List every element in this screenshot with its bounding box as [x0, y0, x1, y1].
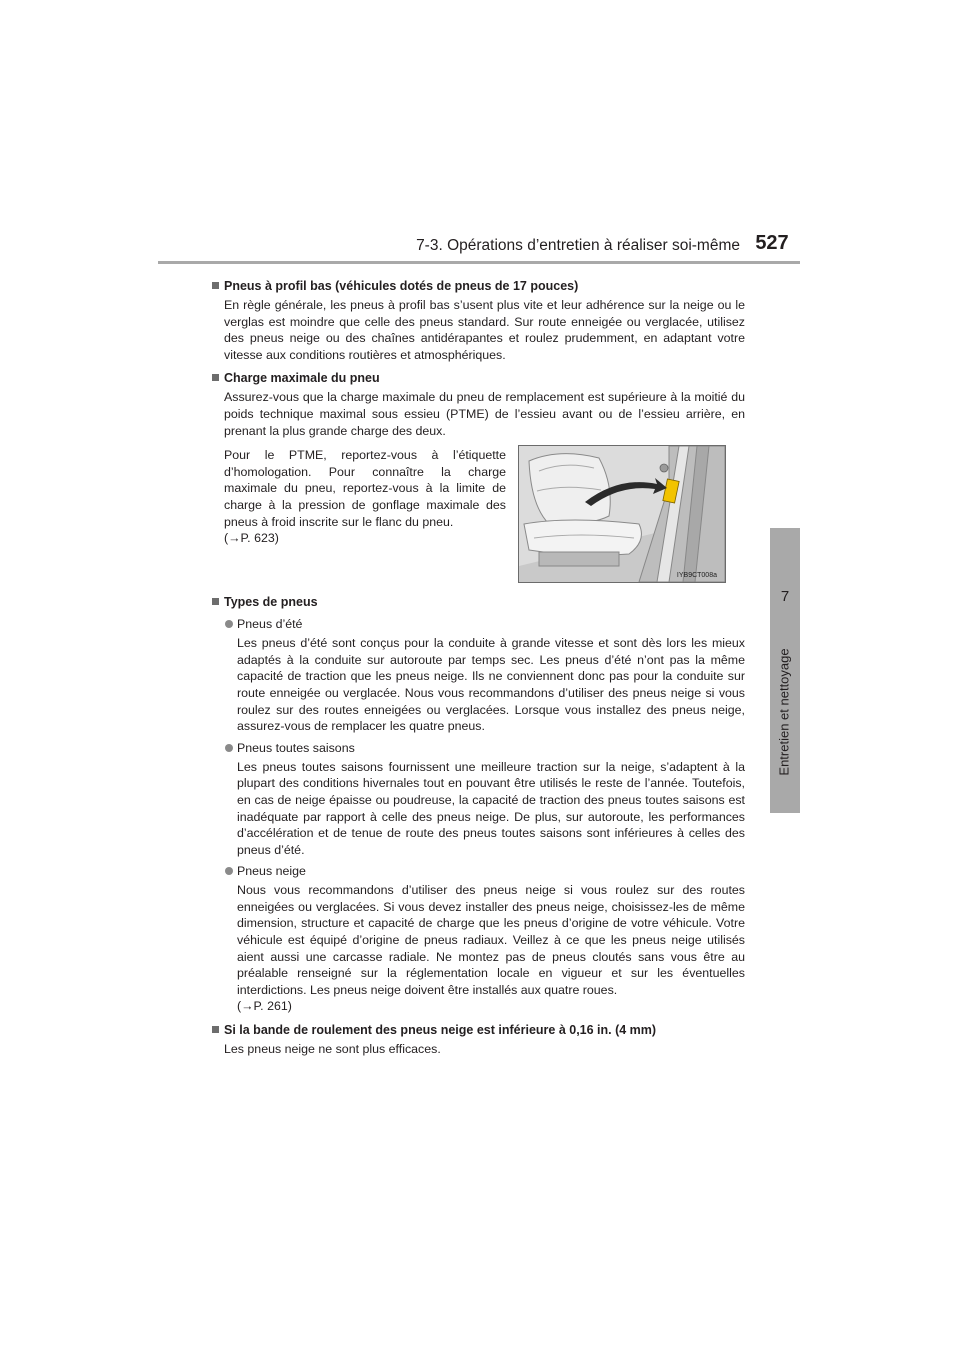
- section-heading-max-load: Charge maximale du pneu: [211, 369, 745, 387]
- header-rule: [158, 261, 800, 264]
- bullet-allseason-tires: Pneus toutes saisons: [224, 739, 745, 757]
- square-bullet-icon: [212, 598, 219, 605]
- square-bullet-icon: [212, 1026, 219, 1033]
- bullet-snow-tires: Pneus neige: [224, 862, 745, 880]
- square-bullet-icon: [212, 374, 219, 381]
- section-heading-low-profile: Pneus à profil bas (véhicules dotés de pneus de 17 pouces): [211, 277, 745, 295]
- page-number: 527: [755, 232, 789, 254]
- paragraph-max-load: Assurez-vous que la charge maximale du pneu de remplacement est supérieure à la moitié du poids technique maximal sous essieu (PTME) de l’essieu avant ou de l’essieu arrière, en prenant la plus grande charge des deux.: [224, 390, 745, 438]
- round-bullet-icon: [225, 867, 233, 875]
- paragraph-allseason-tires: Les pneus toutes saisons fournissent une meilleure traction sur la neige, s’adaptent à la plupart des conditions hivernales tout en pouvant être utilisés le reste de l’année. Toutefois, en cas de neige épaisse ou poudreuse, la capacité de traction des pneus toutes saisons est inadéquate par rapport à celle des pneus neige. De plus, sur autoroute, les performances d’accélération et de tenue de route des pneus toutes saisons sont inférieures à celles des pneus d’été.: [237, 759, 745, 857]
- chapter-title: Entretien et nettoyage: [776, 648, 792, 776]
- square-bullet-icon: [212, 282, 219, 289]
- page-reference[interactable]: (→P. 261): [237, 999, 292, 1014]
- section-heading-tire-types: Types de pneus: [211, 593, 745, 611]
- section-heading-tread: Si la bande de roulement des pneus neige est inférieure à 0,16 in. (4 mm): [211, 1021, 745, 1039]
- door-pillar-illustration: [518, 445, 726, 583]
- paragraph-low-profile: En règle générale, les pneus à profil bas s’usent plus vite et leur adhérence sur la neige ou le verglas est moindre que celle des pneus standard. Sur route enneigée ou verglacée, utilisez des pneus neige ou des chaînes antidérapantes et roulez prudemment, en adaptant votre vitesse aux conditions routières et atmosphériques.: [224, 298, 745, 362]
- figure-code: IYB9CT008a: [676, 572, 717, 580]
- paragraph-summer-tires: Les pneus d’été sont conçus pour la conduite à grande vitesse et sont dès lors les mieux adaptés à la conduite sur autoroute par temps sec. Les pneus d’été n’ont pas la même capacité de traction que les pneus neige. Ils ne conviennent donc pas pour la conduite sur route enneigée ou verglacée. Nous vous recommandons d’utiliser des pneus neige si vous roulez sur des routes enneigées ou verglacées. Lorsque vous installez des pneus neige, assurez-vous de remplacer les quatre pneus.: [237, 636, 745, 734]
- round-bullet-icon: [225, 744, 233, 752]
- page-content: [211, 271, 745, 1058]
- paragraph-snow-tires: Nous vous recommandons d’utiliser des pneus neige si vous roulez sur des routes enneigées ou verglacées. Si vous devez installer des pneus neige, choisissez-les de même dimension, structure et capacité de charge que les pneus d’origine de votre véhicule. Votre véhicule est équipé d’origine de pneus radiaux. Veillez à ce que les pneus neige utilisés aient aussi une carcasse radiale. Ne montez pas de pneus cloutés sans vous être au préalable renseigné sur la réglementation locale en vigueur et sur les éventuelles interdictions. Les pneus neige doivent être installés aux quatre roues. (→P. 261): [237, 883, 745, 1014]
- figure-row: [224, 445, 745, 583]
- round-bullet-icon: [225, 620, 233, 628]
- section-title: 7-3. Opérations d’entretien à réaliser soi-même: [416, 237, 740, 254]
- paragraph-tread: Les pneus neige ne sont plus efficaces.: [224, 1042, 441, 1057]
- figure-caption: Pour le PTME, reportez-vous à l’étiquette d’homologation. Pour connaître la charge maximale du pneu, reportez-vous à la limite de charge à la pression de gonflage maximale des pneus à froid inscrite sur le flanc du pneu. (→P. 623): [224, 448, 506, 546]
- page-reference[interactable]: (→P. 623): [224, 531, 279, 546]
- seat-door-illustration: [519, 446, 725, 582]
- bullet-summer-tires: Pneus d’été: [224, 615, 745, 633]
- chapter-number: 7: [780, 588, 790, 605]
